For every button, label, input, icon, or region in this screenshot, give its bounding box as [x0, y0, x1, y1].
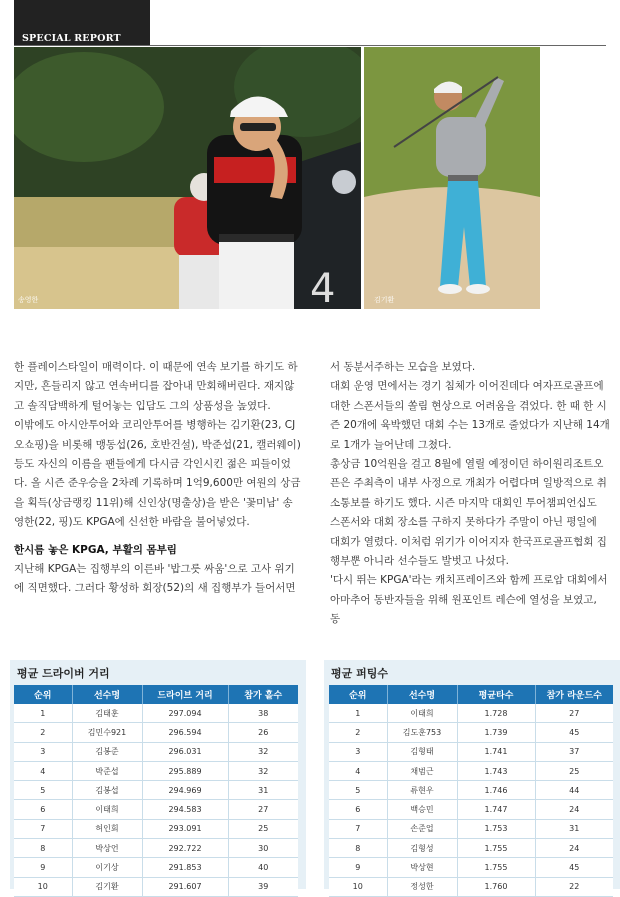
table-cell: 9: [329, 858, 387, 877]
table-cell: 297.094: [142, 704, 228, 723]
table-row: [14, 858, 298, 877]
table-cell: 김형태: [387, 742, 457, 761]
section-label: SPECIAL REPORT: [22, 33, 121, 44]
table-cell: 이태희: [387, 704, 457, 723]
player-photo-kim-illustration: [364, 47, 540, 309]
table-cell: 7: [329, 819, 387, 838]
table-cell: 김태훈: [72, 704, 142, 723]
table-cell: 김기환: [72, 877, 142, 896]
column-header: 드라이브 거리: [142, 685, 228, 704]
table-cell: 김봉준: [72, 742, 142, 761]
driver-table-title: 평균 드라이버 거리: [17, 667, 110, 680]
column-header: 선수명: [387, 685, 457, 704]
table-cell: 1: [329, 704, 387, 723]
table-cell: 31: [535, 819, 613, 838]
table-row: [329, 761, 613, 780]
table-cell: 39: [228, 877, 298, 896]
table-cell: 5: [329, 781, 387, 800]
table-row: [329, 877, 613, 896]
table-cell: 김형성: [387, 839, 457, 858]
table-cell: 45: [535, 723, 613, 742]
table-cell: 1.755: [457, 839, 535, 858]
table-cell: 1.743: [457, 761, 535, 780]
table-cell: 25: [228, 819, 298, 838]
table-cell: 292.722: [142, 839, 228, 858]
svg-text:4: 4: [310, 266, 336, 309]
putting-average-table: [329, 685, 613, 897]
column-header: 참가 라운드수: [535, 685, 613, 704]
table-cell: 9: [14, 858, 72, 877]
table-cell: 1.746: [457, 781, 535, 800]
table-cell: 8: [329, 839, 387, 858]
article-paragraph: 지난해 KPGA는 집행부의 이른바 '밥그릇 싸움'으로 고사 위기에 직면했다. 그러다 황성하 회장(52)의 새 집행부가 들어서면: [14, 563, 296, 595]
article-paragraph: '다시 뛰는 KPGA'라는 캐치프레이즈와 함께 프로암 대회에서 아마추어 동반자들을 위해 원포인트 레슨에 열성을 보였고, 동: [330, 574, 608, 626]
table-cell: 허인회: [72, 819, 142, 838]
table-row: [329, 839, 613, 858]
article-paragraph: 이밖에도 아시안투어와 코리안투어를 병행하는 김기환(23, CJ오쇼핑)을 비롯해 맹동섭(26, 호반건설), 박준섭(21, 캘러웨이) 등도 자신의 이름을 팬들에게 다시금 각인시킨 젊은 피들이었다. 올 시즌 준우승을 2차례 기록하며 1억9,600만 여원의 상금을 획득(상금랭킹 11위)해 신인상(명출상)을 받은 '꽃미남' 송영한(22, 핑)도 KPGA에 신선한 바람을 불어넣었다.: [14, 419, 301, 529]
table-row: [14, 800, 298, 819]
table-cell: 10: [14, 877, 72, 896]
column-header: 평균타수: [457, 685, 535, 704]
table-cell: 1.753: [457, 819, 535, 838]
table-cell: 294.583: [142, 800, 228, 819]
table-cell: 채범근: [387, 761, 457, 780]
table-cell: 1.739: [457, 723, 535, 742]
table-cell: 2: [329, 723, 387, 742]
table-row: [329, 781, 613, 800]
table-cell: 27: [228, 800, 298, 819]
table-cell: 5: [14, 781, 72, 800]
table-cell: 김도훈753: [387, 723, 457, 742]
table-cell: 1.741: [457, 742, 535, 761]
table-cell: 296.594: [142, 723, 228, 742]
table-cell: 8: [14, 839, 72, 858]
table-cell: 2: [14, 723, 72, 742]
photo-caption: 송영한: [18, 296, 39, 304]
table-cell: 류현우: [387, 781, 457, 800]
table-cell: 1.760: [457, 877, 535, 896]
table-cell: 30: [228, 839, 298, 858]
table-cell: 이기상: [72, 858, 142, 877]
table-cell: 이태희: [72, 800, 142, 819]
table-cell: 7: [14, 819, 72, 838]
table-cell: 38: [228, 704, 298, 723]
table-cell: 24: [535, 839, 613, 858]
table-cell: 296.031: [142, 742, 228, 761]
table-row: [14, 877, 298, 896]
table-row: [329, 819, 613, 838]
player-photo-song-illustration: [14, 47, 361, 309]
table-row: [14, 723, 298, 742]
table-cell: 45: [535, 858, 613, 877]
article-paragraph: 서 동분서주하는 모습을 보였다.: [330, 361, 476, 373]
table-row: [14, 839, 298, 858]
table-cell: 1.747: [457, 800, 535, 819]
table-cell: 3: [329, 742, 387, 761]
table-row: [329, 858, 613, 877]
table-cell: 293.091: [142, 819, 228, 838]
table-cell: 25: [535, 761, 613, 780]
photo-caption: 김기환: [374, 296, 395, 304]
table-cell: 32: [228, 742, 298, 761]
table-cell: 박상현: [387, 858, 457, 877]
table-cell: 손준업: [387, 819, 457, 838]
table-cell: 박준섭: [72, 761, 142, 780]
table-cell: 24: [535, 800, 613, 819]
table-cell: 40: [228, 858, 298, 877]
article-subheading: 한시름 놓은 KPGA, 부활의 몸부림: [14, 543, 177, 556]
table-row: [14, 704, 298, 723]
table-cell: 6: [329, 800, 387, 819]
player-photo-kim: [364, 47, 540, 309]
table-row: [329, 704, 613, 723]
table-cell: 10: [329, 877, 387, 896]
table-cell: 31: [228, 781, 298, 800]
table-cell: 4: [14, 761, 72, 780]
table-row: [14, 819, 298, 838]
column-header: 선수명: [72, 685, 142, 704]
table-cell: 1.755: [457, 858, 535, 877]
article-column-right: [330, 358, 610, 630]
table-row: [329, 800, 613, 819]
table-row: [329, 723, 613, 742]
driver-distance-table: [14, 685, 298, 897]
table-cell: 44: [535, 781, 613, 800]
table-row: [14, 742, 298, 761]
column-header: 참가 홀수: [228, 685, 298, 704]
table-cell: 1: [14, 704, 72, 723]
table-cell: 26: [228, 723, 298, 742]
table-cell: 37: [535, 742, 613, 761]
article-paragraph: 한 플레이스타일이 매력이다. 이 때문에 연속 보기를 하기도 하지만, 흔들리지 않고 연속버디를 잡아내 만회해버린다. 재지않고 솔직담백하게 털어놓는 입담도 그의 상품성을 높였다.: [14, 361, 298, 412]
table-cell: 27: [535, 704, 613, 723]
putting-table-title: 평균 퍼팅수: [331, 667, 388, 680]
table-cell: 22: [535, 877, 613, 896]
table-cell: 김봉섭: [72, 781, 142, 800]
table-row: [14, 781, 298, 800]
table-cell: 295.889: [142, 761, 228, 780]
table-cell: 294.969: [142, 781, 228, 800]
player-photo-song: [14, 47, 361, 309]
column-header: 순위: [329, 685, 387, 704]
table-cell: 291.607: [142, 877, 228, 896]
table-row: [14, 761, 298, 780]
table-cell: 1.728: [457, 704, 535, 723]
table-cell: 4: [329, 761, 387, 780]
table-cell: 3: [14, 742, 72, 761]
table-cell: 291.853: [142, 858, 228, 877]
table-cell: 백승민: [387, 800, 457, 819]
article-paragraph: 총상금 10억원을 걸고 8월에 열릴 예정이던 하이원리조트오픈은 주최측이 내부 사정으로 개최가 어렵다며 일방적으로 취소통보를 하기도 했다. 시즌 마지막 대회인 투어챔피언십도 스폰서와 대회 장소를 구하지 못하다가 주말이 아닌 평일에 대회가 열렸다. 이처럼 위기가 이어지자 한국프로골프협회 집행부뿐 아니라 선수들도 발벗고 나섰다.: [330, 458, 607, 568]
table-row: [329, 742, 613, 761]
article-column-left: [14, 358, 302, 599]
table-cell: 32: [228, 761, 298, 780]
table-cell: 정성한: [387, 877, 457, 896]
table-cell: 6: [14, 800, 72, 819]
header-rule: [14, 45, 606, 46]
table-cell: 김민수921: [72, 723, 142, 742]
table-cell: 박상언: [72, 839, 142, 858]
article-paragraph: 대회 운영 면에서는 경기 침체가 이어진데다 여자프로골프에 대한 스폰서들의 쏠림 현상으로 어려움을 겪었다. 한 때 한 시즌 20개에 육박했던 대회 수는 13개로 줄었다가 지난해 14개로 1개가 늘어난데 그쳤다.: [330, 380, 610, 451]
column-header: 순위: [14, 685, 72, 704]
